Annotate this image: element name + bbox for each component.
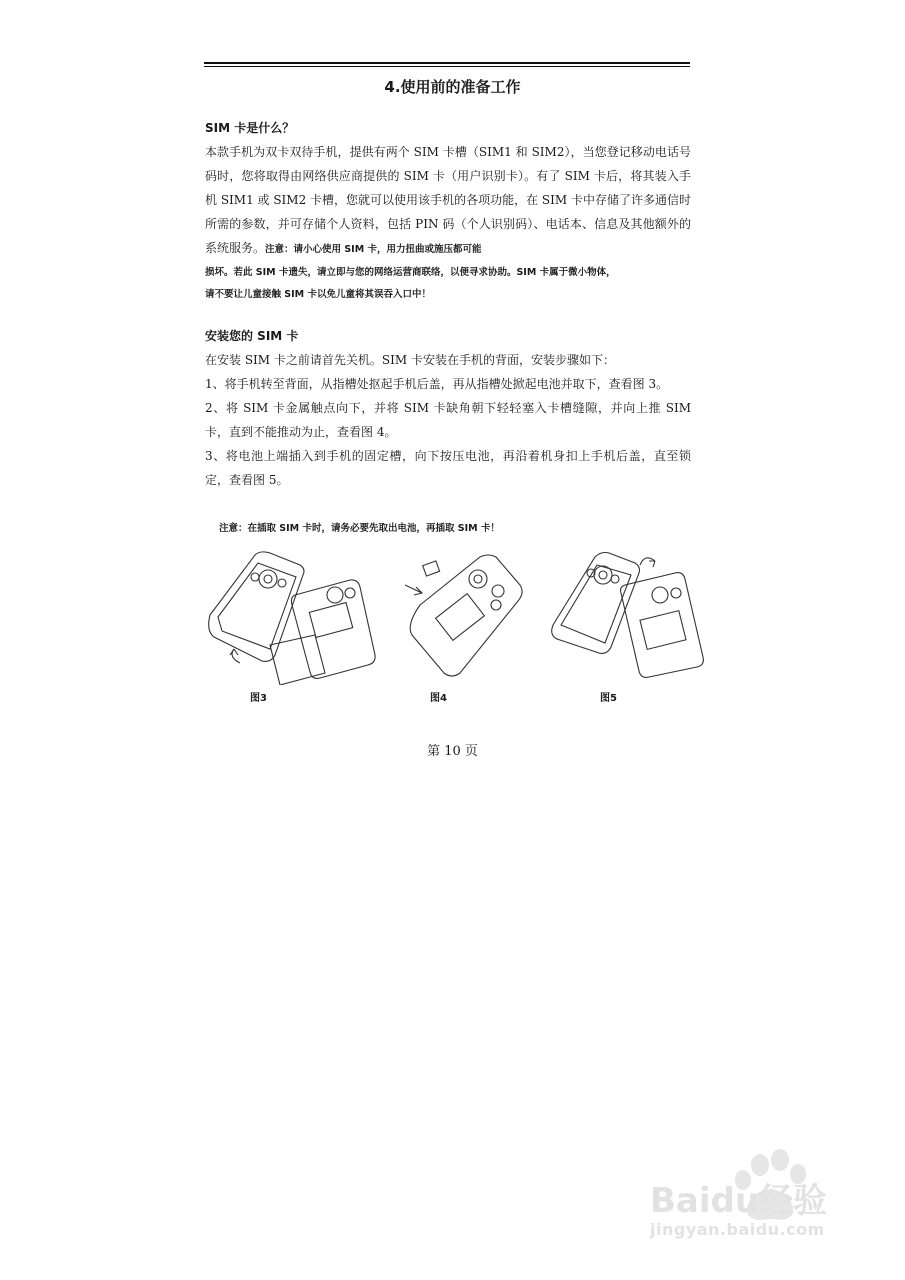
watermark-text: Baidu经验 [650,1181,828,1221]
figure-4-caption: 图4 [430,693,447,704]
figure-5-image [545,545,710,685]
figure-5-caption: 图5 [600,693,617,704]
figure-row [195,545,715,710]
section2-step2: 2、将 SIM 卡金属触点向下，并将 SIM 卡缺角朝下轻轻塞入卡槽缝隙，并向上推 SIM 卡，直到不能推动为止，查看图 4。 [205,401,691,439]
figure-3-image [200,545,380,685]
main-content [205,116,691,492]
section1-paragraph [205,140,691,262]
page-number: 第 10 页 [427,744,478,759]
watermark-url: jingyan.baidu.com [650,1220,825,1239]
section2-step3: 3、将电池上端插入到手机的固定槽，向下按压电池，再沿着机身扣上手机后盖，直至锁定，查看图 5。 [205,449,691,487]
section2-step1: 1、将手机转至背面，从指槽处抠起手机后盖，再从指槽处掀起电池并取下，查看图 3。 [205,377,669,391]
section1-note-line3: 请不要让儿童接触 SIM 卡以免儿童将其误吞入口中！ [205,289,431,300]
section1-heading: SIM 卡是什么？ [205,121,295,135]
section1-note-line2: 损坏。若此 SIM 卡遗失，请立即与您的网络运营商联络，以便寻求协助。SIM 卡属于微小物体， [205,267,616,278]
section1-note-inline: 注意：请小心使用 SIM 卡，用力扭曲或施压都可能 [265,244,482,255]
top-rule [204,62,690,64]
figure-3-caption: 图3 [250,693,267,704]
section1-body: 本款手机为双卡双待手机，提供有两个 SIM 卡槽（SIM1 和 SIM2），当您登记移动电话号码时，您将取得由网络供应商提供的 SIM 卡（用户识别卡）。有了 SIM 卡后，将其装入手机 SIM1 或 SIM2 卡槽，您就可以使用该手机的各项功能，在 SIM 卡中存储了许多通信时所需的参数，并可存储个人资料，包括 PIN 码（个人识别码）、电话本、信息及其他额外的系统服务。 [205,145,691,255]
figure-4-image [400,545,530,685]
section2-heading: 安装您的 SIM 卡 [205,329,299,343]
top-rule-thin [204,66,690,67]
page-title: 4.使用前的准备工作 [384,78,521,96]
section2-intro: 在安装 SIM 卡之前请首先关机。SIM 卡安装在手机的背面，安装步骤如下： [205,353,615,367]
sim-warning: 注意：在插取 SIM 卡时，请务必要先取出电池，再插取 SIM 卡！ [219,523,500,534]
